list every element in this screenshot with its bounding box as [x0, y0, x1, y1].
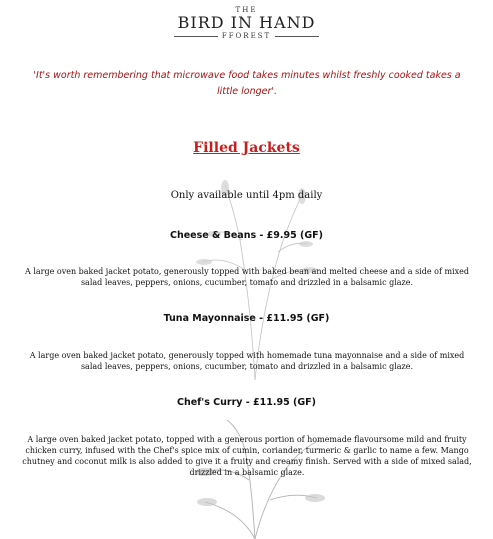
logo-rule-left [174, 36, 218, 37]
cooking-time-quote: 'It's worth remembering that microwave food takes minutes whilst freshly cooked takes a little longer'. [33, 70, 461, 97]
item-desc-cheese-beans: A large oven baked jacket potato, generously topped with baked bean and melted cheese and a side of mixed salad leaves, peppers, onions, cucumber, tomato and drizzled in a balsamic glaze. [25, 267, 469, 287]
item-title-tuna-mayonnaise: Tuna Mayonnaise - £11.95 (GF) [163, 313, 330, 324]
availability-note: Only available until 4pm daily [170, 190, 323, 201]
logo-the: THE [235, 6, 258, 14]
logo-rule-right [275, 36, 319, 37]
item-desc-chefs-curry: A large oven baked jacket potato, topped with a generous portion of homemade flavoursome mild and fruity chicken curry, infused with the Chef's spice mix of cumin, coriander, turmeric & garlic to name a few. Mango chutney and coconut milk is also added to give it a fruity and creamy finish. Served with a side of mixed salad, drizzled in a balsamic glaze. [22, 435, 472, 477]
section-heading: Filled Jackets [193, 140, 300, 156]
logo-place-text: FFOREST [221, 32, 272, 40]
item-desc-tuna-mayonnaise: A large oven baked jacket potato, generously topped with homemade tuna mayonnaise and a side of mixed salad leaves, peppers, onions, cucumber, tomato and drizzled in a balsamic glaze. [29, 351, 465, 371]
logo-name: BIRD IN HAND [177, 13, 316, 32]
restaurant-logo [0, 6, 493, 40]
logo-place [0, 32, 493, 40]
item-title-chefs-curry: Chef's Curry - £11.95 (GF) [177, 397, 316, 408]
item-title-cheese-beans: Cheese & Beans - £9.95 (GF) [169, 230, 324, 241]
